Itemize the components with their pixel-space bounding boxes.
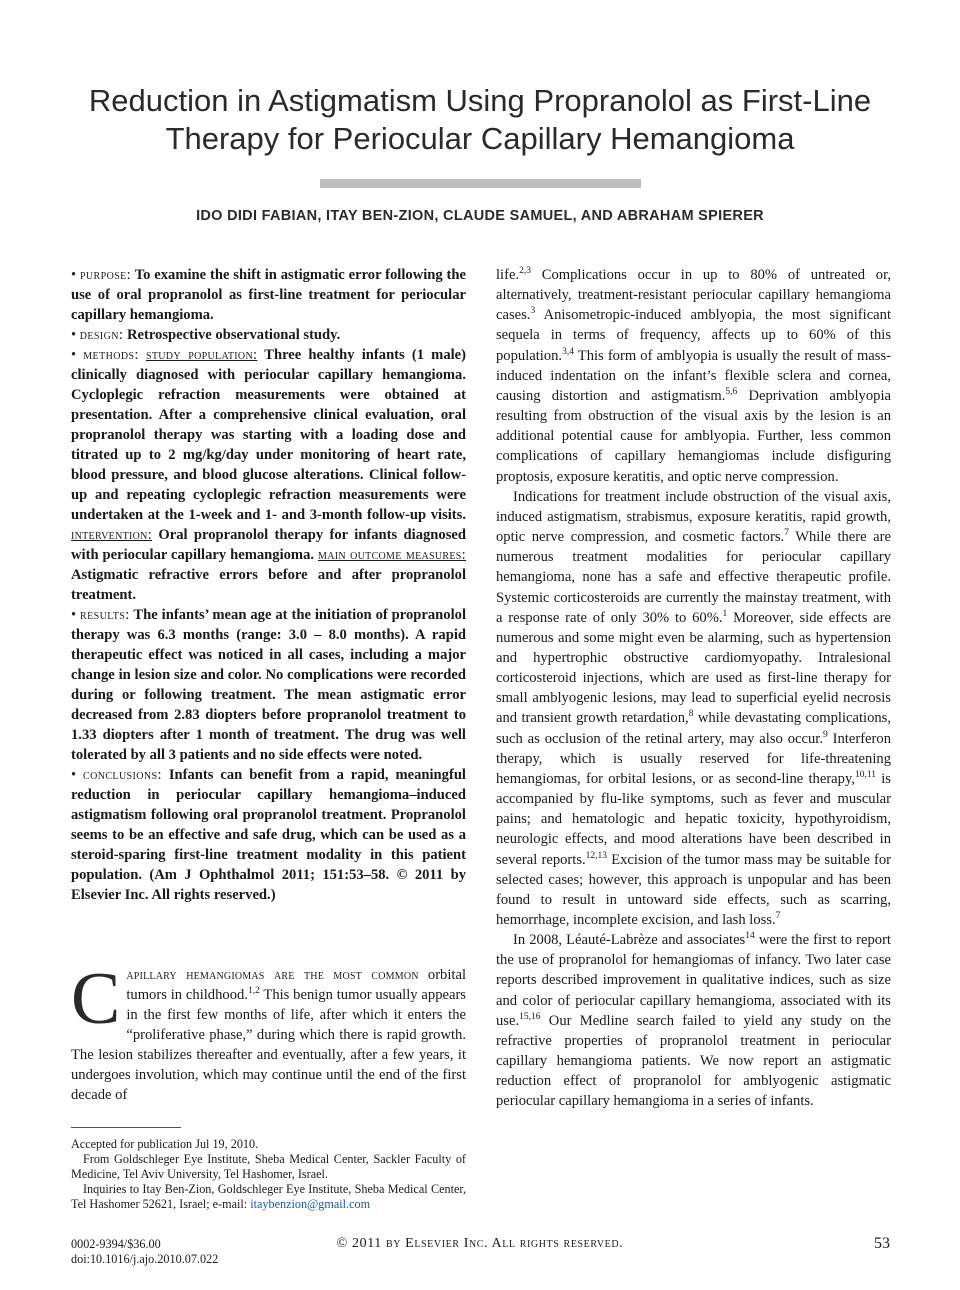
- body-text: Deprivation amblyopia resulting from obstruction of the visual axis by the lesion is an additional potential cause for amblyopia. Further, less common complications of capillary hemangiomas include disfiguring proptosis, exposure keratitis, and optic nerve compression.: [496, 387, 891, 485]
- body-paragraph-3: [496, 930, 891, 1111]
- bullet: •: [71, 327, 77, 343]
- correspondence-text: Inquiries to Itay Ben-Zion, Goldschleger Eye Institute, Sheba Medical Center, Tel Hashomer 52621, Israel; e-mail:: [71, 1182, 466, 1211]
- correspondence: [71, 1182, 466, 1212]
- purpose-label: purpose:: [79, 267, 132, 283]
- article-title: Reduction in Astigmatism Using Propranolol as First-Line Therapy for Periocular Capillary Hemangioma: [88, 83, 872, 156]
- body-text: were the first to report the use of propranolol for hemangiomas of infancy. Two later case reports described improvement in qualitative indices, such as size and color of periocular capillary hemangioma, associated with its use.: [496, 932, 891, 1029]
- citation-ref[interactable]: 1: [722, 608, 728, 619]
- email-link[interactable]: itaybenzion@gmail.com: [250, 1197, 371, 1211]
- issn: 0002-9394/$36.00: [71, 1237, 161, 1251]
- body-text: This form of amblyopia is usually the result of mass-induced indentation on the infant’s flexible sclera and cornea, causing distortion and astigmatism.: [496, 347, 891, 404]
- results-label: results:: [80, 607, 130, 623]
- footer-identifiers: [71, 1237, 218, 1267]
- bullet: •: [71, 267, 77, 283]
- abstract-conclusions: [71, 765, 466, 905]
- citation-ref[interactable]: 5,6: [725, 386, 738, 397]
- citation-ref[interactable]: 3,4: [562, 346, 574, 357]
- citation-ref[interactable]: 2,3: [519, 266, 531, 276]
- citation-ref[interactable]: 8: [688, 709, 694, 720]
- abstract-design: [71, 325, 466, 345]
- citation-ref[interactable]: 7: [775, 911, 781, 921]
- title-divider: [320, 179, 641, 188]
- body-paragraph-2: [496, 487, 891, 930]
- drop-cap: C: [71, 958, 121, 1040]
- citation-ref[interactable]: 3: [530, 306, 536, 317]
- design-label: design:: [79, 327, 124, 343]
- citation-ref[interactable]: 7: [784, 528, 789, 539]
- conclusions-text: Infants can benefit from a rapid, meaningful reduction in periocular capillary hemangioma–induced astigmatism following oral propranolol treatment. Propranolol seems to be an effective and safe drug, which can be used as a steroid-sparing first-line treatment modality in this patient population.: [71, 767, 466, 883]
- introduction: [71, 958, 466, 1105]
- intervention-label: intervention:: [71, 527, 153, 543]
- study-population-text: Three healthy infants (1 male) clinically diagnosed with periocular capillary hemangioma. Cycloplegic refraction measurements were obtained at presentation. After a comprehensive clinical evaluation, oral propranolol therapy was starting with a loading dose and titrated up to 2 mg/kg/day under monitoring of heart rate, blood pressure, and blood glucose alterations. Clinical follow-up and repeating cycloplegic refraction measurements were undertaken at the 1-week and 1- and 3-month follow-up visits.: [71, 347, 467, 523]
- conclusions-label: conclusions:: [83, 767, 162, 783]
- body-text: In 2008, Léauté-Labrèze and associates: [513, 932, 746, 949]
- footnotes: [71, 1137, 466, 1212]
- design-text: Retrospective observational study.: [126, 327, 341, 343]
- body-text: Our Medline search failed to yield any study on the refractive properties of propranolol treatment in periocular capillary hemangioma patients. We now report an astigmatic reduction effect of propranolol for amblyogenic astigmatic periocular capillary hemangioma in a series of infants.: [496, 1012, 891, 1110]
- body-text: Excision of the tumor mass may be suitable for selected cases; however, this approach is unpopular and has been found to result in untoward side effects, such as scarring, hemorrhage, incomplete excision, and lash loss.: [496, 851, 891, 928]
- footnote-divider: [71, 1127, 181, 1128]
- citation-ref[interactable]: 1,2: [247, 986, 260, 996]
- doi: doi:10.1016/j.ajo.2010.07.022: [71, 1252, 219, 1266]
- citation-ref[interactable]: 10,11: [854, 769, 876, 780]
- methods-label: methods:: [83, 347, 139, 363]
- citation-ref[interactable]: 15,16: [519, 1011, 541, 1022]
- abstract-methods: [71, 345, 466, 605]
- body-text: Indications for treatment include obstruction of the visual axis, induced astigmatism, strabismus, exposure keratitis, rapid growth, optic nerve compression, and cosmetic factors.: [496, 488, 891, 546]
- abstract-purpose: [71, 265, 466, 325]
- abstract-results: [71, 605, 466, 765]
- body-text: Anisometropic-induced amblyopia, the most significant sequela in terms of frequency, affects up to 60% of this population.: [496, 307, 891, 364]
- page-number: 53: [874, 1235, 890, 1252]
- author-list: IDO DIDI FABIAN, ITAY BEN-ZION, CLAUDE SAMUEL, AND ABRAHAM SPIERER: [196, 208, 764, 224]
- body-text: While there are numerous treatment modalities for periocular capillary hemangioma, none has a safe and effective therapeutic profile. Systemic corticosteroids are currently the mainstay treatment, with a response rate of only 30% to 60%.: [496, 529, 891, 626]
- bullet: •: [71, 607, 77, 623]
- citation-ref[interactable]: 14: [745, 931, 755, 942]
- body-right-column: [496, 265, 891, 1112]
- intro-paragraph: [71, 958, 466, 1105]
- body-text: is accompanied by flu-like symptoms, such as fever and muscular pains; and hematologic and hepatic toxicity, hypothyroidism, neurologic effects, and mood alterations have been described in several reports.: [496, 770, 891, 868]
- main-outcome-text: Astigmatic refractive errors before and after propranolol treatment.: [71, 567, 466, 603]
- results-text: The infants’ mean age at the initiation of propranolol therapy was 6.3 months (range: 3.0 – 8.0 months). A rapid therapeutic effect was noticed in all cases, including a major change in lesion size and color. No complications were recorded during or following treatment. The mean astigmatic error decreased from 2.83 diopters before propranolol treatment to 1.33 diopters after 1 month of treatment. The drug was well tolerated by all 3 patients and no side effects were noted.: [71, 607, 466, 763]
- study-population-label: study population:: [146, 347, 258, 363]
- intro-text: orbital tumors in childhood.: [126, 967, 466, 1003]
- accepted-date: Accepted for publication Jul 19, 2010.: [71, 1137, 259, 1151]
- intervention-text: Oral propranolol therapy for infants diagnosed with periocular capillary hemangioma.: [71, 527, 466, 563]
- body-text: Complications occur in up to 80% of untreated or, alternatively, treatment-resistant periocular capillary hemangioma cases.: [496, 267, 891, 324]
- intro-text: This benign tumor usually appears in the first few months of life, after which it enters the “proliferative phase,” during which there is rapid growth. The lesion stabilizes thereafter and eventually, after a few years, it undergoes involution, which may continue until the end of the first decade of: [71, 987, 466, 1103]
- abstract-citation: (Am J Ophthalmol 2011; 151:53–58. © 2011 by Elsevier Inc. All rights reserved.): [71, 867, 466, 903]
- citation-ref[interactable]: 9: [822, 729, 828, 740]
- main-outcome-label: main outcome measures:: [318, 547, 467, 563]
- body-paragraph-1: [496, 265, 891, 487]
- body-text: while devastating complications, such as occlusion of the retinal artery, may also occur.: [496, 710, 891, 747]
- bullet: •: [71, 767, 77, 783]
- purpose-text: To examine the shift in astigmatic error following the use of oral propranolol as first-line treatment for periocular capillary hemangioma.: [71, 267, 467, 323]
- body-text: life.: [496, 267, 520, 283]
- affiliation: From Goldschleger Eye Institute, Sheba Medical Center, Sackler Faculty of Medicine, Tel Aviv University, Tel Hashomer, Israel.: [71, 1152, 466, 1181]
- footer-copyright: © 2011 by Elsevier Inc. All rights reserved.: [336, 1236, 624, 1251]
- abstract: [71, 265, 466, 905]
- bullet: •: [71, 347, 77, 363]
- body-text: Moreover, side effects are numerous and some might even be alarming, such as hypertension and hypertrophic obstructive cardiomyopathy. Intralesional corticosteroid injections, which are used as first-line therapy for small amblyogenic lesions, may lead to superficial eyelid necrosis and transient growth retardation,: [496, 609, 891, 727]
- intro-leadin: apillary hemangiomas are the most common: [126, 967, 419, 983]
- citation-ref[interactable]: 12,13: [585, 850, 608, 861]
- body-text: Interferon therapy, which is usually reserved for life-threatening hemangiomas, for orbital lesions, or as second-line therapy,: [496, 730, 891, 787]
